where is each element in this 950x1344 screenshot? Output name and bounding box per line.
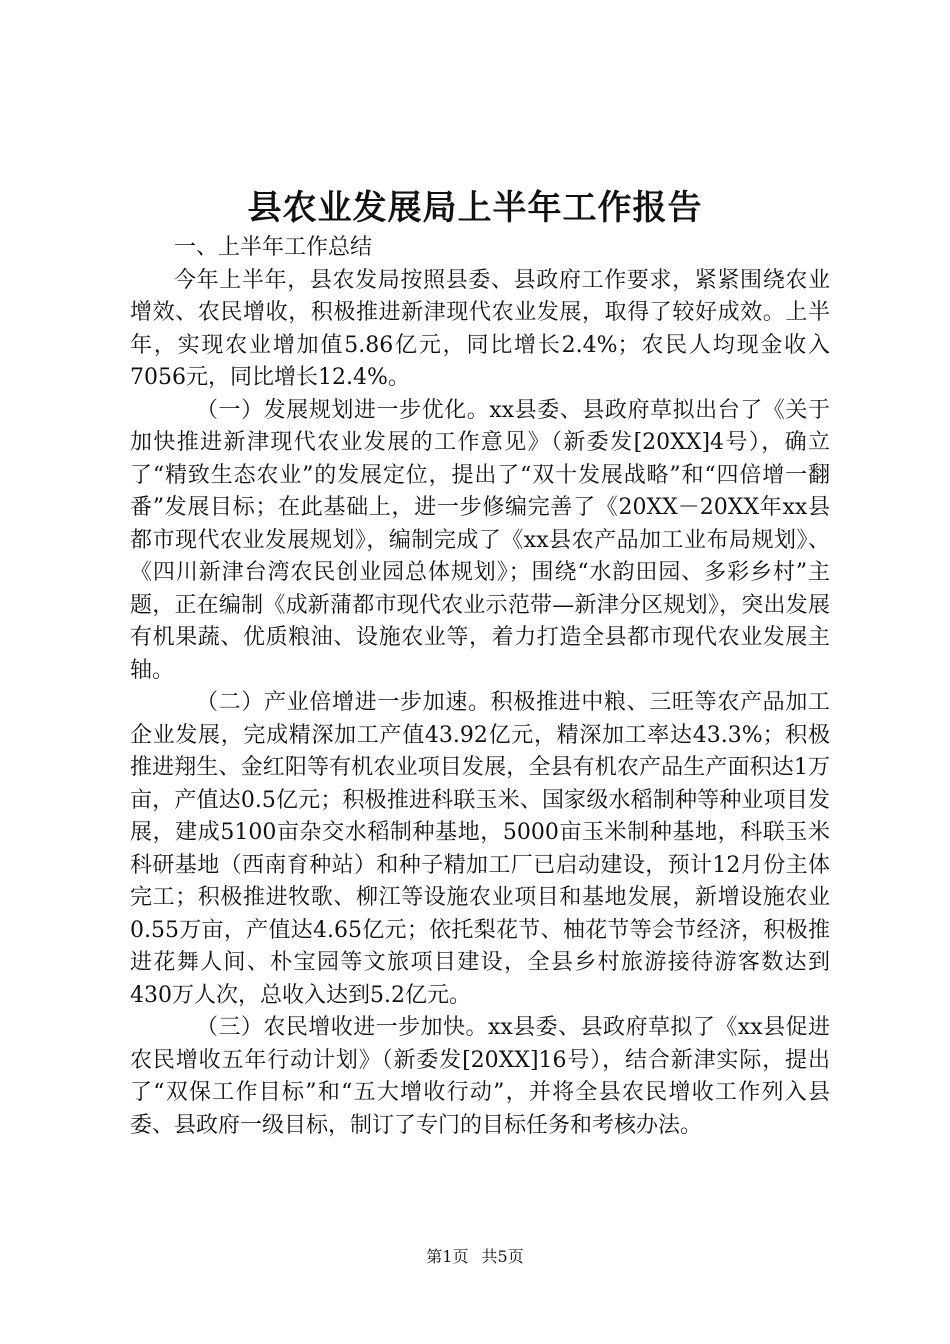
- page-total: 共5页: [481, 1247, 524, 1266]
- section-heading: 一、上半年工作总结: [174, 235, 373, 260]
- income-paragraph: （三）农民增收进一步加快。xx县委、县政府草拟了《xx县促进农民增收五年行动计划》（新委发[20XX]16号），结合新津实际，提出了“双保工作目标”和“五大增收行动”，并将全县农民增收工作列入县委、县政府一级目标，制订了专门的目标任务和考核办法。: [130, 1015, 830, 1138]
- planning-paragraph: （一）发展规划进一步优化。xx县委、县政府草拟出台了《关于加快推进新津现代农业发展的工作意见》（新委发[20XX]4号），确立了“精致生态农业”的发展定位，提出了“双十发展战略”和“四倍增一翻番”发展目标；在此基础上，进一步修编完善了《20XX－20XX年xx县都市现代农业发展规划》，编制完成了《xx县农产品加工业布局规划》、《四川新津台湾农民创业园总体规划》；围绕“水韵田园、多彩乡村”主题，正在编制《成新蒲都市现代农业示范带—新津分区规划》，突出发展有机果蔬、优质粮油、设施农业等，着力打造全县都市现代农业发展主轴。: [130, 397, 830, 683]
- industry-paragraph: （二）产业倍增进一步加速。积极推进中粮、三旺等农产品加工企业发展，完成精深加工产值43.92亿元，精深加工率达43.3%；积极推进翔生、金红阳等有机农业项目发展，全县有机农产品生产面积达1万亩，产值达0.5亿元；积极推进科联玉米、国家级水稻制种等种业项目发展，建成5100亩杂交水稻制种基地，5000亩玉米制种基地，科联玉米科研基地（西南育种站）和种子精加工厂已启动建设，预计12月份主体完工；积极推进牧歌、柳江等设施农业项目和基地发展，新增设施农业0.55万亩，产值达4.65亿元；依托梨花节、柚花节等会节经济，积极推进花舞人间、朴宝园等文旅项目建设，全县乡村旅游接待游客数达到430万人次，总收入达到5.2亿元。: [130, 690, 830, 1008]
- page-footer: [0, 1246, 950, 1268]
- document-body: [130, 232, 830, 1142]
- page-number: 第1页: [426, 1247, 469, 1266]
- summary-paragraph: 今年上半年，县农发局按照县委、县政府工作要求，紧紧围绕农业增效、农民增收，积极推进新津现代农业发展，取得了较好成效。上半年，实现农业增加值5.86亿元，同比增长2.4%；农民人均现金收入7056元，同比增长12.4%。: [130, 267, 830, 390]
- document-title: 县农业发展局上半年工作报告: [247, 188, 703, 228]
